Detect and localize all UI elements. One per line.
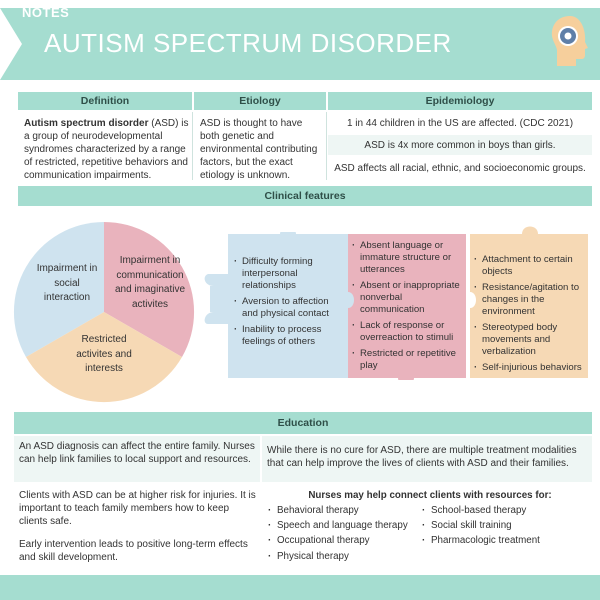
page-title: AUTISM SPECTRUM DISORDER (44, 28, 452, 58)
clinical-pie-chart (6, 214, 202, 410)
education-block-early-intervention: Early intervention leads to positive long-term effects and skill development. (19, 539, 248, 563)
list-item: · Inability to process feelings of others (234, 324, 346, 348)
education-header: Education (14, 412, 592, 434)
pie-label-restricted: Restricted activites and interests (76, 334, 132, 374)
pie-label-communication: Impairment in communication and imaginative activites (114, 255, 186, 310)
header-arrow-notch (0, 8, 22, 80)
list-item: · Absent language or immature structure or utterances (352, 240, 464, 276)
list-item: · Pharmacologic treatment (422, 533, 592, 548)
clinical-features-header: Clinical features (18, 186, 592, 206)
etiology-text: ASD is thought to have both genetic and environmental contributing factors, but the exact etiology is unknown. (200, 118, 318, 181)
list-item: · Restricted or repetitive play (352, 348, 464, 372)
head-with-gear-icon (548, 12, 592, 72)
resources-list-col1 (268, 503, 428, 564)
definition-term: Autism spectrum disorder (24, 118, 149, 129)
resources-list-col2 (422, 503, 592, 549)
list-item: · Stereotyped body movements and verbalization (474, 322, 588, 358)
epidemiology-row-3: ASD affects all racial, ethnic, and socioeconomic groups. (334, 163, 586, 174)
etiology-header: Etiology (194, 92, 326, 110)
education-block-safety: Clients with ASD can be at higher risk for injuries. It is important to teach family members how to keep clients safe. (19, 490, 256, 527)
list-item: · Lack of response or overreaction to stimuli (352, 320, 464, 344)
education-block-family: An ASD diagnosis can affect the entire family. Nurses can help link families to local support and resources. (14, 436, 260, 482)
column-divider (326, 112, 327, 180)
list-item: · Social skill training (422, 518, 592, 533)
list-item: · Resistance/agitation to changes in the environment (474, 282, 588, 318)
list-item: · Attachment to certain objects (474, 254, 588, 278)
restricted-features-list (474, 254, 588, 378)
social-features-list (234, 256, 346, 352)
list-item: · Absent or inappropriate nonverbal communication (352, 280, 464, 316)
list-item: · Aversion to affection and physical contact (234, 296, 346, 320)
definition-text (24, 117, 190, 182)
notes-bar (0, 575, 600, 600)
resources-title: Nurses may help connect clients with resources for: (308, 490, 552, 501)
list-item: · School-based therapy (422, 503, 592, 518)
list-item: · Behavioral therapy (268, 503, 428, 518)
epidemiology-row-1: 1 in 44 children in the US are affected. (CDC 2021) (346, 118, 574, 129)
list-item: · Self-injurious behaviors (474, 362, 588, 374)
communication-features-list (352, 240, 464, 376)
list-item: · Physical therapy (268, 549, 428, 564)
epidemiology-header: Epidemiology (328, 92, 592, 110)
epidemiology-row-2: ASD is 4x more common in boys than girls. (328, 135, 592, 155)
education-treatment-note: While there is no cure for ASD, there are multiple treatment modalities that can help improve the lives of clients with ASD and their families. (262, 436, 592, 482)
notes-label: NOTES (22, 5, 70, 20)
list-item: · Speech and language therapy (268, 518, 428, 533)
definition-header: Definition (18, 92, 192, 110)
list-item: · Occupational therapy (268, 533, 428, 548)
list-item: · Difficulty forming interpersonal relationships (234, 256, 346, 292)
column-divider (192, 112, 193, 180)
definition-body: (ASD) is a group of neurodevelopmental syndromes characterized by a range of restricted, repetitive behaviors and communication impairments. (24, 118, 189, 181)
pie-label-social: Impairment in social interaction (36, 263, 98, 303)
